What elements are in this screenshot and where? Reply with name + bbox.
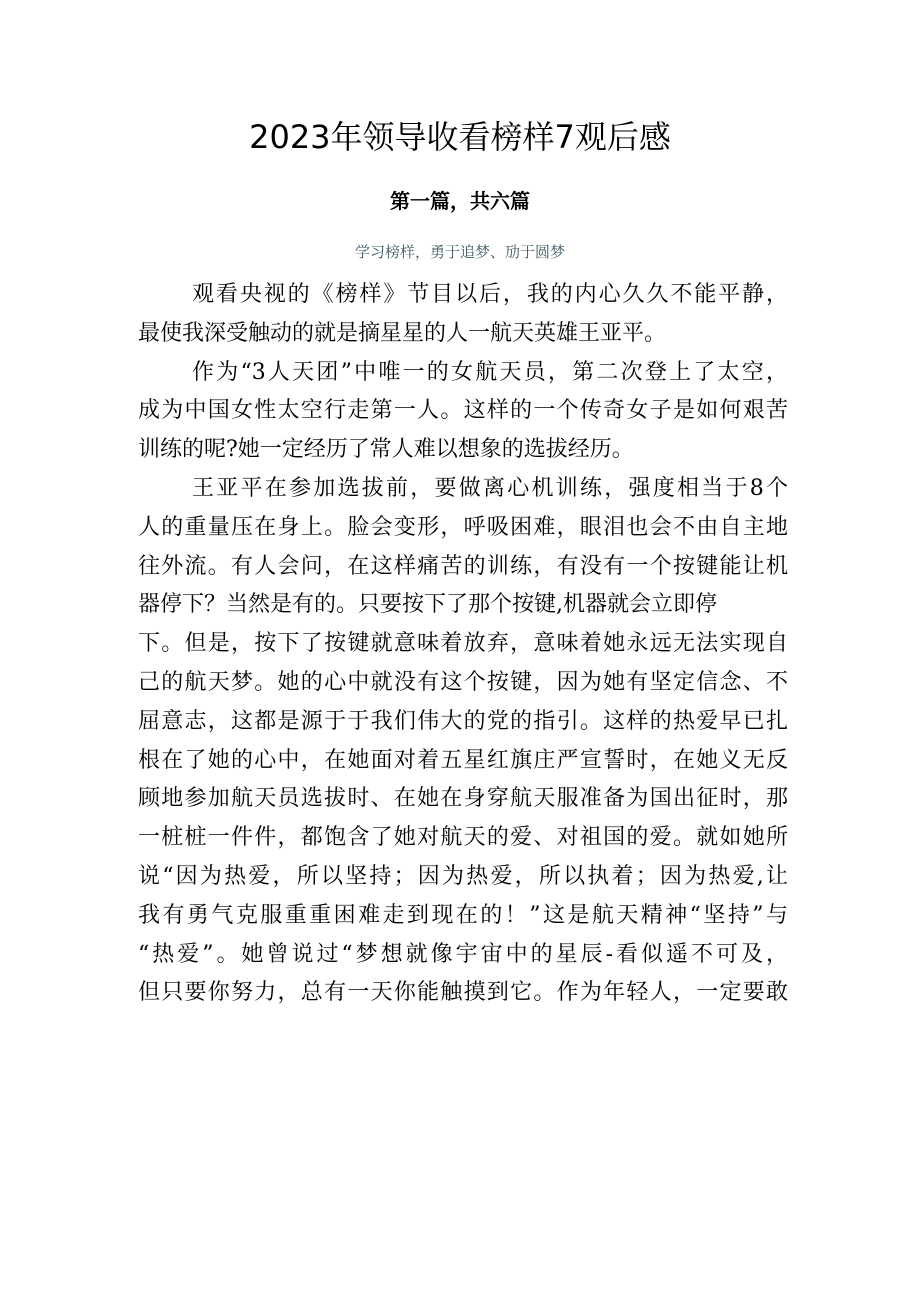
paragraph-line: 己的航天梦。她的心中就没有这个按键，因为她有坚定信念、不 <box>138 669 788 695</box>
paragraph-line: 屈意志，这都是源于于我们伟大的党的指引。这样的热爱早已扎 <box>138 708 788 734</box>
paragraph-line: 但只要你努力，总有一天你能触摸到它。作为年轻人，一定要敢 <box>138 980 788 1006</box>
paragraph-line: 作为“3人天团”中唯一的女航天员，第二次登上了太空， <box>192 359 788 385</box>
document-title: 2023年领导收看榜样7观后感 <box>249 118 671 156</box>
paragraph-line: 一桩桩一件件，都饱含了她对航天的爱、对祖国的爱。就如她所 <box>138 825 788 851</box>
paragraph-line: 下。但是，按下了按键就意味着放弃，意味着她永远无法实现自 <box>138 631 788 657</box>
paragraph-line: 说“因为热爱，所以坚持；因为热爱，所以执着；因为热爱,让 <box>138 863 788 889</box>
paragraph-line: 根在了她的心中，在她面对着五星红旗庄严宣誓时，在她义无反 <box>138 747 788 773</box>
paragraph-line: 最使我深受触动的就是摘星星的人一航天英雄王亚平。 <box>138 320 667 346</box>
paragraph-line: 我有勇气克服重重困难走到现在的！”这是航天精神“坚持”与 <box>138 902 788 928</box>
body-text <box>138 276 788 1013</box>
paragraph-line: 训练的呢?她一定经历了常人难以想象的选拔经历。 <box>138 437 634 463</box>
paragraph-line: 人的重量压在身上。脸会变形，呼吸困难，眼泪也会不由自主地 <box>138 514 788 540</box>
paragraph-line: 成为中国女性太空行走第一人。这样的一个传奇女子是如何艰苦 <box>138 398 788 424</box>
paragraph-line: 器停下？当然是有的。只要按下了那个按键,机器就会立即停 <box>138 592 717 618</box>
paragraph-line: “热爱”。她曾说过“梦想就像宇宙中的星辰-看似遥不可及， <box>138 941 788 967</box>
part-label: 第一篇，共六篇 <box>390 189 530 213</box>
paragraph-line: 观看央视的《榜样》节目以后，我的内心久久不能平静， <box>192 282 788 307</box>
section-subtitle: 学习榜样，勇于追梦、劢于圆梦 <box>354 243 565 261</box>
paragraph-line: 王亚平在参加选拔前，要做离心机训练，强度相当于8个 <box>192 475 788 501</box>
paragraph-line: 顾地参加航天员选拔时、在她在身穿航天服准备为国出征时，那 <box>138 786 788 812</box>
paragraph-line: 往外流。有人会问，在这样痛苦的训练，有没有一个按键能让机 <box>138 553 788 579</box>
